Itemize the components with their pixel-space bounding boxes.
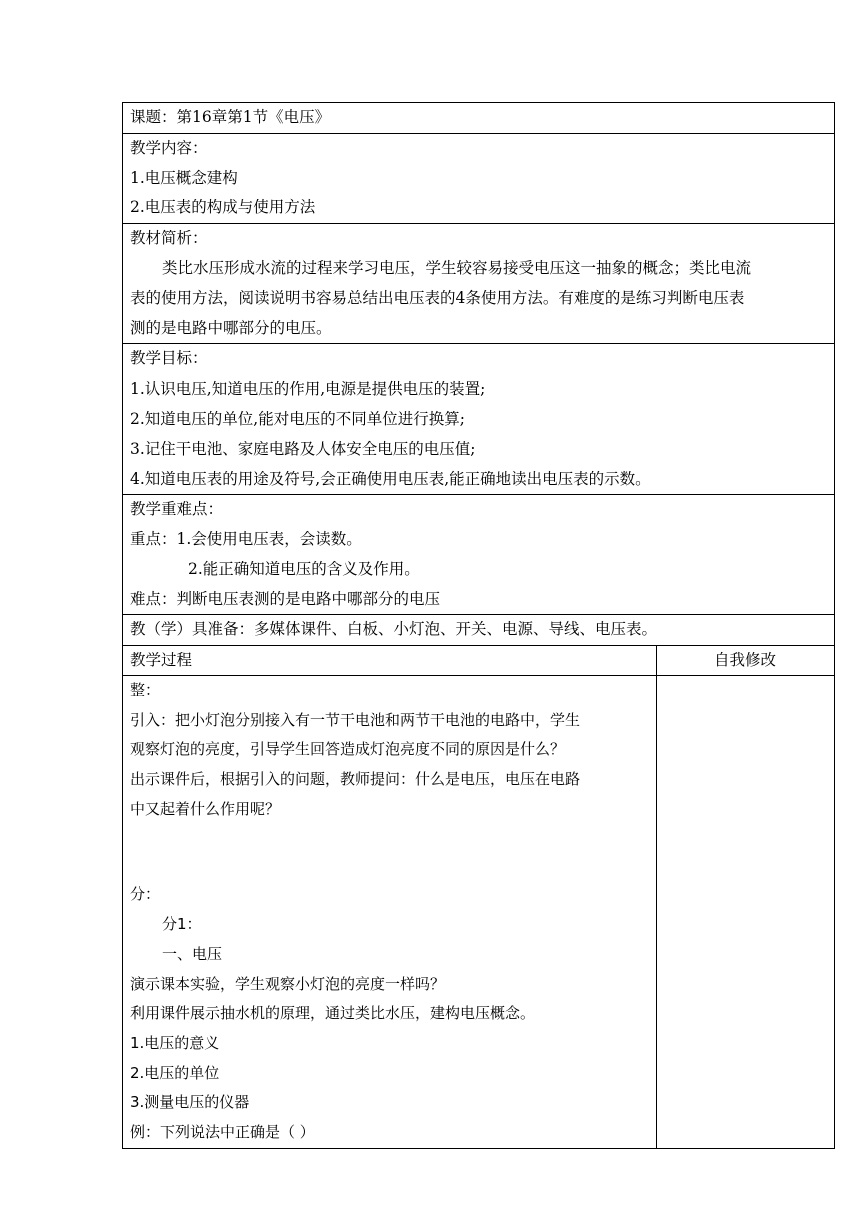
self-revision-header: 自我修改 <box>713 650 776 669</box>
goals-row <box>123 344 835 495</box>
goal-item: 2.知道电压的单位,能对电压的不同单位进行换算; <box>130 409 465 428</box>
process-body-row <box>123 676 835 1149</box>
content-heading: 教学内容： <box>130 139 208 157</box>
self-revision-cell <box>657 676 835 1149</box>
lesson-plan-table <box>122 102 835 1149</box>
process-header: 教学过程 <box>130 650 193 669</box>
process-header-row <box>123 645 835 676</box>
prep-row <box>123 615 835 646</box>
process-line: 中又起着什么作用呢？ <box>130 799 281 818</box>
fen1-label: 分1： <box>162 915 202 934</box>
process-line: 利用课件展示抽水机的原理，通过类比水压，建构电压概念。 <box>130 1004 536 1023</box>
process-line: 演示课本实验，学生观察小灯泡的亮度一样吗？ <box>130 974 446 993</box>
lesson-title: 课题：第16章第1节《电压》 <box>130 108 331 126</box>
content-item: 1.电压概念建构 <box>130 168 238 187</box>
blank-space <box>130 824 648 880</box>
goals-heading: 教学目标： <box>130 349 208 367</box>
fen-label: 分： <box>130 885 161 904</box>
process-line: 例：下列说法中正确是（ ） <box>130 1122 315 1141</box>
process-line: 引入：把小灯泡分别接入有一节干电池和两节干电池的电路中，学生 <box>130 710 581 729</box>
section-heading: 一、电压 <box>162 944 223 963</box>
process-line: 2.电压的单位 <box>130 1063 220 1082</box>
analysis-line: 类比水压形成水流的过程来学习电压，学生较容易接受电压这一抽象的概念；类比电流 <box>162 259 752 277</box>
goal-item: 4.知道电压表的用途及符号,会正确使用电压表,能正确地读出电压表的示数。 <box>130 469 651 488</box>
key-point-2: 2.能正确知道电压的含义及作用。 <box>188 560 420 578</box>
difficulty-row <box>123 494 835 615</box>
goal-item: 1.认识电压,知道电压的作用,电源是提供电压的装置; <box>130 379 486 398</box>
goal-item: 3.记住干电池、家庭电路及人体安全电压的电压值; <box>130 439 476 458</box>
process-line: 整： <box>130 681 161 699</box>
analysis-line: 表的使用方法，阅读说明书容易总结出电压表的4条使用方法。有难度的是练习判断电压表 <box>130 289 745 307</box>
difficulty-heading: 教学重难点： <box>130 499 224 518</box>
content-row <box>123 134 835 224</box>
prep-text: 教（学）具准备：多媒体课件、白板、小灯泡、开关、电源、导线、电压表。 <box>130 620 658 638</box>
analysis-row <box>123 223 835 344</box>
content-item: 2.电压表的构成与使用方法 <box>130 198 316 216</box>
analysis-line: 测的是电路中哪部分的电压。 <box>130 319 332 337</box>
process-line: 观察灯泡的亮度，引导学生回答造成灯泡亮度不同的原因是什么？ <box>130 740 566 759</box>
analysis-heading: 教材简析： <box>130 228 208 247</box>
title-row <box>123 103 835 134</box>
process-line: 出示课件后，根据引入的问题，教师提问：什么是电压，电压在电路 <box>130 770 581 789</box>
process-line: 3.测量电压的仪器 <box>130 1093 250 1112</box>
key-point-1: 重点：1.会使用电压表，会读数。 <box>130 530 362 548</box>
difficult-point: 难点：判断电压表测的是电路中哪部分的电压 <box>130 590 441 608</box>
process-line: 1.电压的意义 <box>130 1033 220 1052</box>
